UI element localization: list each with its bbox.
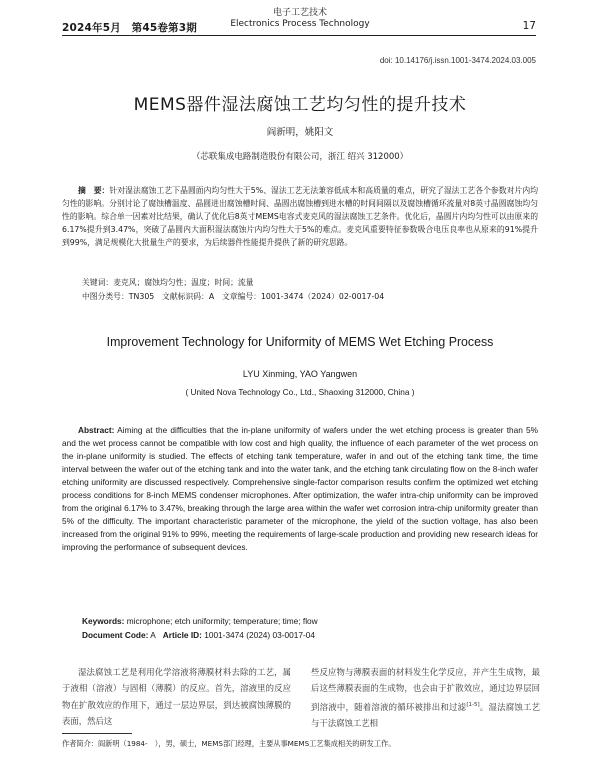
title-cn: MEMS器件湿法腐蚀工艺均匀性的提升技术 [133, 95, 467, 115]
title-en: Improvement Technology for Uniformity of MEMS Wet Etching Process [106, 334, 494, 349]
abstract-en-text: Aiming at the difficulties that the in-plane uniformity of wafers under the wet etching process is greater than 5% and the wet process cannot be compatible with low cost and high quality, the influence of each parameter of the wet process on the in-plane uniformity is studied. The effects of etching tank temperature, wafer in and out of the etching tank time, the time interval between the wafer out of the etching tank and into the water tank, and the etching tank circulating flow on the 8-inch wafer etching uniformity are discussed respectively. Comprehensive single-factor comparison results confirm the optimized wet etching process conditions for 8-inch MEMS condenser microphones. After optimization, the wafer intra-chip uniformity can be improved from the original 6.17% to 3.47%, breaking through the large area within the wafer wet corrosion intra-chip uniformity greater than 5% of the difficulty. The important characteristic parameter of the microphone, the yield of the suction voltage, has also been increased from the original 91% to 99%, meeting the requirements of large-scale production and providing new research ideas for improving the performance of subsequent devices. [62, 425, 538, 553]
abstract-en-label: Abstract: [78, 425, 115, 435]
keywords-cn-label: 关键词： [82, 278, 114, 287]
authors-cn: 阎新明，姚阳文 [266, 127, 334, 138]
document-code-label: Document Code: [82, 630, 149, 640]
article-id-label: Article ID: [162, 630, 202, 640]
keywords-en-text: microphone; etch uniformity; temperature; time; flow [126, 616, 318, 626]
journal-name-en: Electronics Process Technology [230, 19, 370, 29]
abstract-cn [62, 184, 538, 249]
keywords-en [82, 616, 318, 626]
abstract-cn-label: 摘 要： [78, 186, 110, 195]
footnote-divider [62, 733, 132, 734]
body-column-right [311, 664, 540, 731]
affiliation-en: ( United Nova Technology Co., Ltd., Shaoxing 312000, China ) [185, 387, 415, 397]
keywords-en-label: Keywords: [82, 616, 125, 626]
affiliation-cn: （芯联集成电路制造股份有限公司，浙江 绍兴 312000） [191, 152, 409, 162]
keywords-cn-text: 麦克风；腐蚀均匀性；温度；时间；流量 [113, 278, 254, 287]
header-divider [62, 35, 536, 36]
body-column-left: 湿法腐蚀工艺是利用化学溶液将薄膜材料去除的工艺，属于液相（溶液）与固相（薄膜）的反应。首先，溶液里的反应物在扩散效应的作用下，通过一层边界层，到达被腐蚀薄膜的表面，然后这 [62, 667, 291, 726]
document-code-en [82, 630, 315, 640]
abstract-en [62, 424, 538, 554]
doi-link[interactable]: doi: 10.14176/j.issn.1001-3474.2024.03.005 [379, 56, 536, 65]
body-right-main: 些反应物与薄膜表面的材料发生化学反应，并产生生成物，最后这些薄膜表面的生成物，也会由于扩散效应，通过边界层回到溶液中，随着溶液的循环被排出和过滤 [311, 667, 540, 712]
journal-name [200, 8, 400, 30]
body-right-tail: 。湿法腐蚀工艺与干法腐蚀工艺相 [311, 701, 541, 728]
page-number: 17 [522, 20, 536, 32]
classification-cn: 中图分类号：TN305 文献标识码：A 文章编号：1001-3474（2024）02-0017-04 [82, 292, 385, 301]
authors-en: LYU Xinming, YAO Yangwen [242, 369, 358, 379]
document-code-value: A [150, 630, 156, 640]
abstract-cn-text: 针对湿法腐蚀工艺下晶圆面内均匀性大于5%、湿法工艺无法兼容低成本和高质量的难点，研究了湿法工艺各个参数对片内均匀性的影响。分别讨论了腐蚀槽温度、晶圆进出腐蚀槽时间、晶圆出腐蚀槽到进水槽的时间间隔以及腐蚀槽循环流量对8英寸晶圆腐蚀均匀性的影响。综合单一因素对比结果，确认了优化后8英寸MEMS电容式麦克风的湿法腐蚀工艺条件。优化后，晶圆片内均匀性可以由原来的6.17%提升到3.47%，突破了晶圆内大面积湿法腐蚀片内均匀性大于5%的难点。麦克风重要特征参数吸合电压良率也从原来的91%提升到99%，满足规模化大批量生产的要求，为后续器件性能提升提供了新的研究思路。 [62, 186, 538, 248]
article-id-value: 1001-3474 (2024) 03-0017-04 [204, 630, 315, 640]
journal-issue: 2024年5月 第45卷第3期 [62, 22, 197, 34]
journal-name-cn: 电子工艺技术 [272, 8, 327, 18]
keywords-cn [82, 276, 254, 289]
author-footnote: 作者简介：阎新明（1984- ），男，硕士，MEMS部门经理，主要从事MEMS工艺集成相关的研发工作。 [62, 739, 396, 748]
citation-ref[interactable]: [1-5] [466, 701, 480, 708]
